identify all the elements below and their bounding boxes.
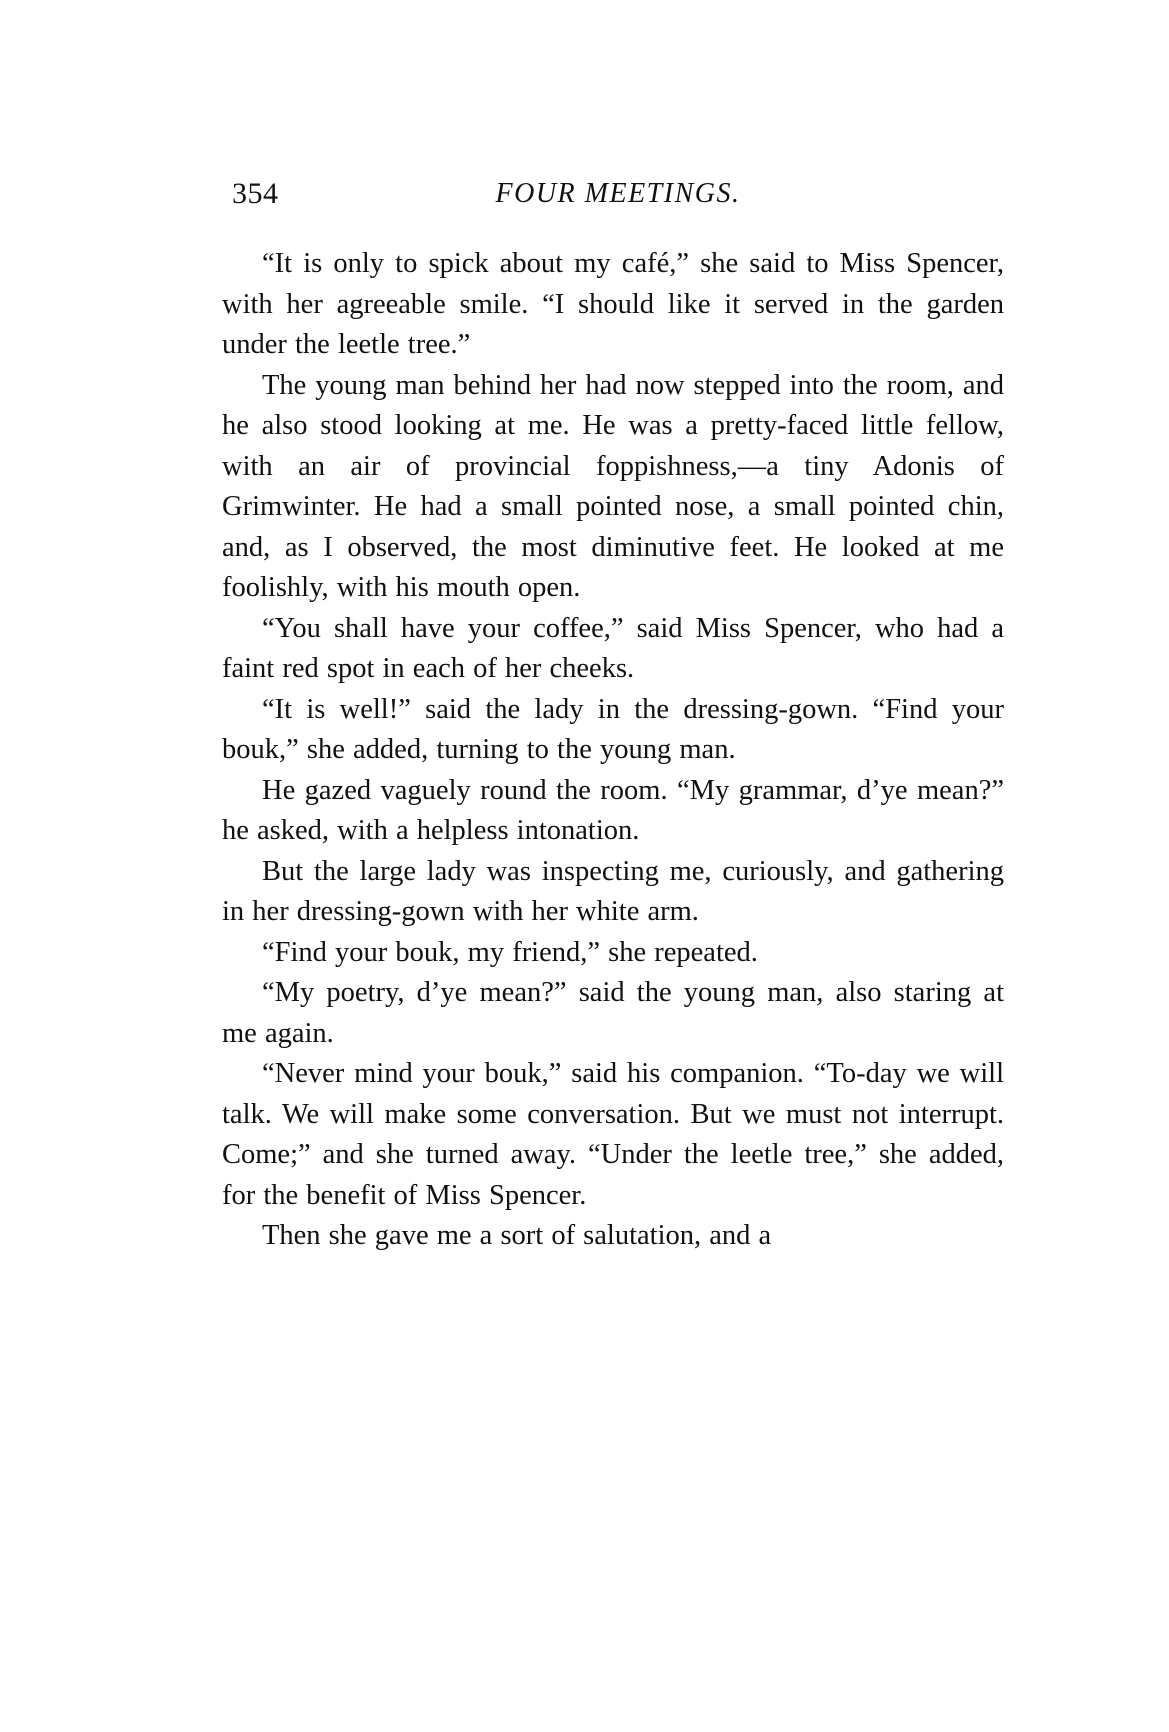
paragraph-3: “You shall have your coffee,” said Miss Spencer, who had a faint red spot in each of her cheeks. [222, 612, 1004, 684]
paragraph-6: But the large lady was inspecting me, curiously, and gathering in her dressing-gown with her white arm. [222, 855, 1004, 927]
page-header [232, 174, 1004, 218]
paragraph-8: “My poetry, d’ye mean?” said the young man, also staring at me again. [222, 977, 1004, 1049]
paragraph-1: “It is only to spick about my café,” she said to Miss Spencer, with her agreeable smile. “I should like it served in the garden under the leetle tree.” [222, 248, 1004, 360]
paragraph-9: “Never mind your bouk,” said his companion. “To-day we will talk. We will make some conversation. But we must not interrupt. Come;” and she turned away. “Under the leetle tree,” she added, for the benefit of Miss Spencer. [222, 1058, 1004, 1211]
paragraph-5: He gazed vaguely round the room. “My grammar, d’ye mean?” he asked, with a helpless intonation. [222, 774, 1004, 846]
page-number: 354 [232, 177, 279, 210]
paragraph-10: Then she gave me a sort of salutation, and a [262, 1220, 772, 1251]
paragraph-2: The young man behind her had now stepped into the room, and he also stood looking at me. He was a pretty-faced little fellow, with an air of provincial foppishness,—a tiny Adonis of Grimwinter. He had a small pointed nose, a small pointed chin, and, as I observed, the most diminutive feet. He looked at me foolishly, with his mouth open. [222, 369, 1004, 603]
paragraph-7: “Find your bouk, my friend,” she repeated. [262, 936, 758, 968]
running-title: FOUR MEETINGS. [495, 178, 741, 209]
body-text [222, 244, 1004, 1257]
paragraph-4: “It is well!” said the lady in the dressing-gown. “Find your bouk,” she added, turning to the young man. [222, 693, 1004, 765]
